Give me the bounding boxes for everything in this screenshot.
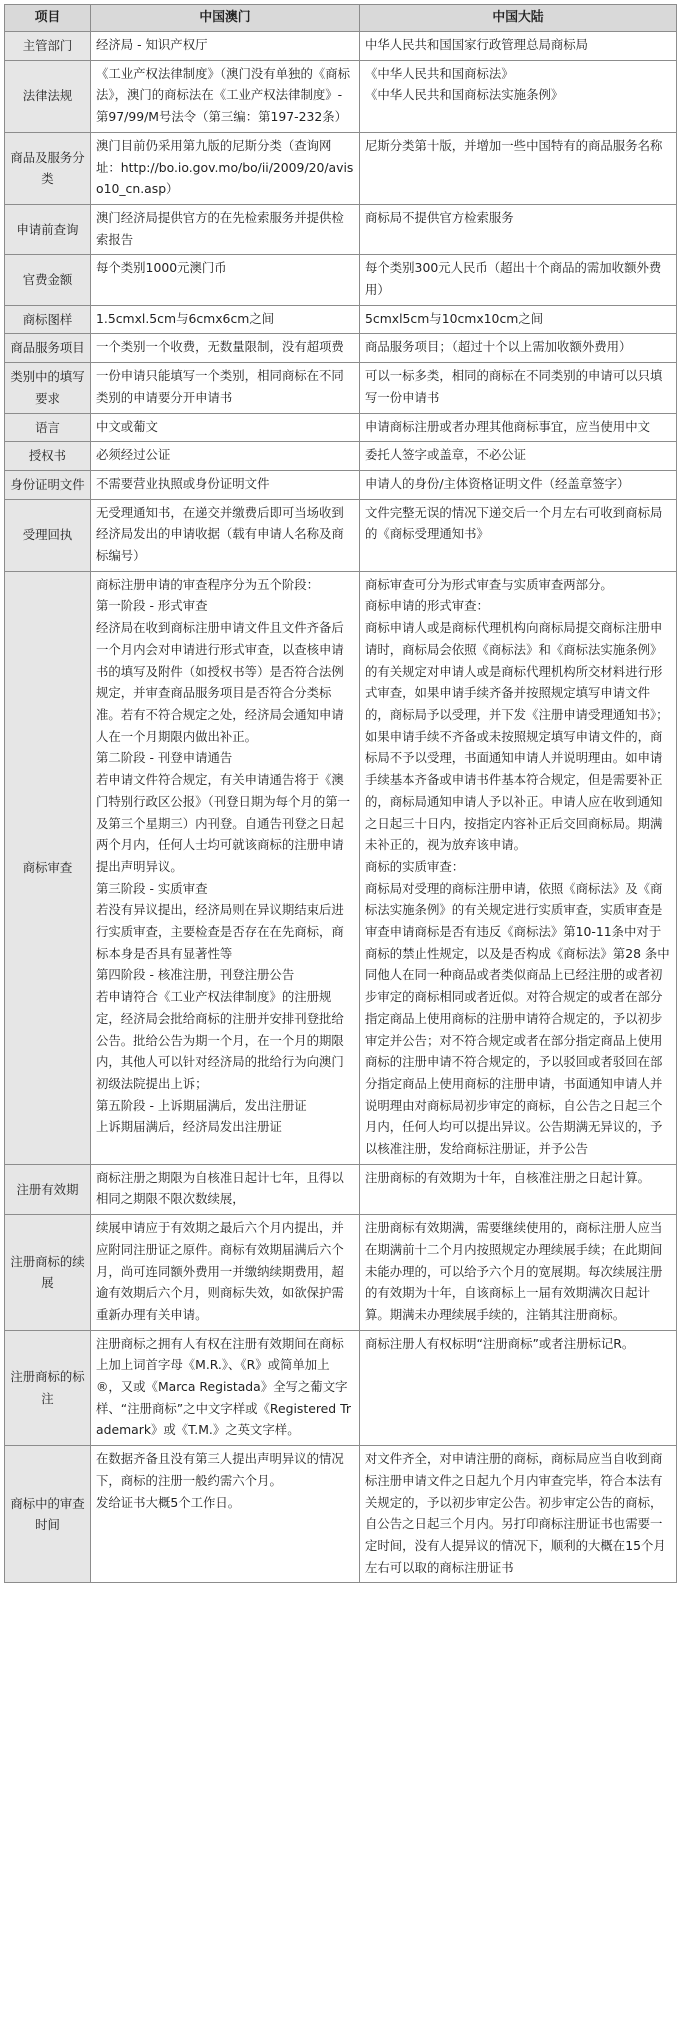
row-label: 法律法规 — [5, 60, 91, 132]
macau-text: 必须经过公证 — [96, 447, 171, 463]
row-label: 申请前查询 — [5, 204, 91, 254]
mainland-cell — [360, 571, 677, 1164]
table-row — [5, 1215, 677, 1331]
mainland-text: 对文件齐全，对申请注册的商标，商标局应当自收到商标注册申请文件之日起九个月内审查完毕，符合本法有关规定的，予以初步审定公告。初步审定公告的商标，自公告之日起三个月内。另打印商标注册证书也需要一定时间，没有人提异议的情况下，顺利的大概在15个月左右可以取的商标注册证书 — [365, 1451, 666, 1575]
mainland-text: 尼斯分类第十版，并增加一些中国特有的商品服务名称 — [365, 137, 663, 153]
macau-text: 一份申请只能填写一个类别，相同商标在不同类别的申请要分开申请书 — [96, 368, 344, 405]
mainland-text: 商标注册人有权标明“注册商标”或者注册标记R。 — [365, 1335, 635, 1351]
row-label: 注册有效期 — [5, 1164, 91, 1214]
macau-text: 一个类别一个收费，无数量限制，没有超项费 — [96, 339, 344, 355]
table-row — [5, 305, 677, 334]
macau-cell — [91, 571, 360, 1164]
row-label: 官费金额 — [5, 255, 91, 305]
row-label: 语言 — [5, 413, 91, 442]
mainland-cell — [360, 442, 677, 471]
row-label: 类别中的填写要求 — [5, 363, 91, 413]
comparison-table — [4, 4, 677, 1583]
macau-text: 发给证书大概5个工作日。 — [96, 1494, 241, 1510]
mainland-text: 商标局对受理的商标注册申请，依照《商标法》及《商标法实施条例》的有关规定进行实质审查，实质审查是审查申请商标是否有违反《商标法》第10-11条中对于商标的禁止性规定，以及是否构成《商标法》第28 条中同他人在同一种商品或者类似商品上已经注册的或者初步审定的商标相同或者近似。对符合规定的或者在部分指定商品上使用商标的注册申请符合规定的，予以初步审定并公告；对不符合规定或者在部分指定商品上使用商标的注册申请不符合规定的，予以驳回或者驳回在部分指定商品上使用商标的注册申请，书面通知申请人并说明理由对商标局初步审定的商标，自公告之日起三个月内，任何人均可以提出异议。公告期满无异议的，予以核准注册，发给商标注册证，并予公告 — [365, 880, 670, 1157]
mainland-text: 文件完整无误的情况下递交后一个月左右可收到商标局的《商标受理通知书》 — [365, 504, 663, 542]
table-row — [5, 1446, 677, 1583]
mainland-cell — [360, 1215, 677, 1331]
mainland-text: 申请商标注册或者办理其他商标事宜，应当使用中文 — [365, 418, 650, 434]
row-label: 身份证明文件 — [5, 470, 91, 499]
mainland-text: 商品服务项目；（超过十个以上需加收额外费用） — [365, 339, 632, 355]
macau-cell — [91, 305, 360, 334]
table-body — [5, 32, 677, 1583]
table-row — [5, 334, 677, 363]
mainland-text: 注册商标有效期满，需要继续使用的，商标注册人应当在期满前十二个月内按照规定办理续展手续；在此期间未能办理的，可以给予六个月的宽展期。每次续展注册的有效期为十年，自该商标上一届有效期满次日起计算。期满未办理续展手续的，注销其注册商标。 — [365, 1220, 663, 1322]
macau-cell — [91, 499, 360, 571]
macau-cell — [91, 413, 360, 442]
row-label: 主管部门 — [5, 32, 91, 61]
macau-cell — [91, 204, 360, 254]
mainland-text: 注册商标的有效期为十年，自核准注册之日起计算。 — [365, 1169, 650, 1185]
mainland-cell — [360, 32, 677, 61]
macau-cell — [91, 1330, 360, 1446]
mainland-cell — [360, 1446, 677, 1583]
macau-text: 第三阶段 - 实质审查 — [96, 880, 208, 896]
macau-cell — [91, 132, 360, 204]
table-row — [5, 60, 677, 132]
macau-cell — [91, 334, 360, 363]
macau-text: 第一阶段 - 形式审查 — [96, 598, 208, 614]
mainland-cell — [360, 305, 677, 334]
mainland-cell — [360, 255, 677, 305]
row-label: 注册商标的续展 — [5, 1215, 91, 1331]
macau-text: 第五阶段 - 上诉期届满后，发出注册证 — [96, 1097, 307, 1113]
macau-text: 第四阶段 - 核准注册，刊登注册公告 — [96, 967, 295, 983]
mainland-text: 中华人民共和国国家行政管理总局商标局 — [365, 37, 589, 52]
row-label: 受理回执 — [5, 499, 91, 571]
mainland-text: 5cmxl5cm与10cmx10cm之间 — [365, 310, 544, 326]
table-row — [5, 413, 677, 442]
macau-cell — [91, 1215, 360, 1331]
mainland-cell — [360, 363, 677, 413]
table-row — [5, 1330, 677, 1446]
macau-text: 第二阶段 - 刊登申请通告 — [96, 750, 233, 766]
macau-text: 若没有异议提出，经济局则在异议期结束后进行实质审查，主要检查是否存在在先商标，商标本身是否具有显著性等 — [96, 902, 344, 961]
mainland-cell — [360, 334, 677, 363]
macau-text: 经济局 - 知识产权厅 — [96, 37, 208, 52]
macau-cell — [91, 60, 360, 132]
row-label: 商品及服务分类 — [5, 132, 91, 204]
table-row — [5, 204, 677, 254]
macau-text: 无受理通知书，在递交并缴费后即可当场收到经济局发出的申请收据（载有申请人名称及商标编号） — [96, 504, 344, 564]
mainland-text: 商标的实质审查： — [365, 858, 465, 874]
macau-text: 商标注册之期限为自核准日起计七年，且得以相同之期限不限次数续展， — [96, 1169, 344, 1207]
mainland-text: 商标审查可分为形式审查与实质审查两部分。 — [365, 576, 613, 592]
macau-text: 《工业产权法律制度》（澳门没有单独的《商标法》，澳门的商标法在《工业产权法律制度》- 第97/99/M号法令（第三编：第197-232条） — [96, 65, 351, 125]
table-row — [5, 1164, 677, 1214]
macau-text: 若申请符合《工业产权法律制度》的注册规定，经济局会批给商标的注册并安排刊登批给公告。批给公告为期一个月，在一个月的期限内，其他人可以针对经济局的批给行为向澳门初级法院提出上诉； — [96, 989, 344, 1091]
header-mainland: 中国大陆 — [360, 5, 677, 32]
mainland-cell — [360, 60, 677, 132]
row-label: 商标图样 — [5, 305, 91, 334]
table-row — [5, 442, 677, 471]
macau-cell — [91, 32, 360, 61]
macau-text: 上诉期届满后，经济局发出注册证 — [96, 1119, 282, 1135]
header-macau: 中国澳门 — [91, 5, 360, 32]
header-row — [5, 5, 677, 32]
table-row — [5, 571, 677, 1164]
macau-text: 中文或葡文 — [96, 418, 158, 434]
mainland-cell — [360, 413, 677, 442]
table-row — [5, 32, 677, 61]
macau-cell — [91, 255, 360, 305]
macau-text: 在数据齐备且没有第三人提出声明异议的情况下，商标的注册一般约需六个月。 — [96, 1451, 344, 1488]
mainland-cell — [360, 204, 677, 254]
table-row — [5, 255, 677, 305]
row-label: 商品服务项目 — [5, 334, 91, 363]
mainland-text: 申请人的身份/主体资格证明文件（经盖章签字） — [365, 475, 630, 491]
mainland-cell — [360, 1164, 677, 1214]
mainland-text: 《中华人民共和国商标法实施条例》 — [365, 87, 564, 103]
macau-text: 注册商标之拥有人有权在注册有效期间在商标上加上词首字母《M.R.》、《R》或简单加上®，又或《Marca Registada》全写之葡文字样、“注册商标”之中文字样或《Registered Trademark》或《T.M.》之英文字样。 — [96, 1335, 351, 1438]
macau-text: 每个类别1000元澳门币 — [96, 260, 227, 276]
mainland-text: 商标申请的形式审查： — [365, 598, 489, 614]
mainland-cell — [360, 132, 677, 204]
macau-text: 若申请文件符合规定，有关申请通告将于《澳门特别行政区公报》（刊登日期为每个月的第一及第三个星期三）内刊登。自通告刊登之日起两个月内，任何人士均可就该商标的注册申请提出声明异议。 — [96, 772, 351, 874]
row-label: 授权书 — [5, 442, 91, 471]
mainland-text: 每个类别300元人民币（超出十个商品的需加收额外费用） — [365, 260, 662, 298]
row-label: 商标中的审查时间 — [5, 1446, 91, 1583]
mainland-cell — [360, 1330, 677, 1446]
mainland-text: 商标局不提供官方检索服务 — [365, 209, 514, 225]
macau-cell — [91, 363, 360, 413]
mainland-text: 商标申请人或是商标代理机构向商标局提交商标注册申请时，商标局会依照《商标法》和《商标法实施条例》的有关规定对申请人或是商标代理机构所交材料进行形式审查，如果申请手续齐备并按照规定填写申请文件的，商标局予以受理，并下发《注册申请受理通知书》；如果申请手续不齐备或未按照规定填写申请文件的，商标局不予以受理，书面通知申请人并说明理由。如申请手续基本齐备或申请书件基本符合规定，但是需要补正的，商标局通知申请人予以补正。申请人应在收到通知之日起三十日内，按指定内容补正后交回商标局。期满未补正的，视为放弃该申请。 — [365, 620, 669, 853]
macau-text: 澳门经济局提供官方的在先检索服务并提供检索报告 — [96, 209, 344, 247]
table-row — [5, 470, 677, 499]
mainland-text: 可以一标多类，相同的商标在不同类别的申请可以只填写一份申请书 — [365, 368, 663, 405]
macau-text: 经济局在收到商标注册申请文件且文件齐备后一个月内会对申请进行形式审查，以查核申请书的填写及附件（如授权书等）是否符合法例规定，并审查商品服务项目是否符合分类标准。若有不符合规定之处，经济局会通知申请人在一个月期限内做出补正。 — [96, 620, 344, 744]
macau-cell — [91, 1164, 360, 1214]
macau-text: 澳门目前仍采用第九版的尼斯分类（查询网址：http://bo.io.gov.mo/bo/ii/2009/20/aviso10_cn.asp） — [96, 137, 354, 197]
table-row — [5, 363, 677, 413]
mainland-cell — [360, 499, 677, 571]
mainland-text: 《中华人民共和国商标法》 — [365, 65, 514, 81]
header-item: 项目 — [5, 5, 91, 32]
macau-cell — [91, 442, 360, 471]
mainland-cell — [360, 470, 677, 499]
mainland-text: 委托人签字或盖章，不必公证 — [365, 447, 527, 463]
macau-cell — [91, 1446, 360, 1583]
row-label: 注册商标的标注 — [5, 1330, 91, 1446]
macau-text: 不需要营业执照或身份证明文件 — [96, 475, 270, 491]
macau-text: 续展申请应于有效期之最后六个月内提出，并应附同注册证之原件。商标有效期届满后六个月，尚可连同额外费用一并缴纳续期费用，超逾有效期后六个月，则商标失效，如欲保护需重新办理有关申请。 — [96, 1220, 344, 1322]
table-row — [5, 499, 677, 571]
macau-text: 商标注册申请的审查程序分为五个阶段： — [96, 576, 320, 592]
row-label: 商标审查 — [5, 571, 91, 1164]
macau-cell — [91, 470, 360, 499]
table-row — [5, 132, 677, 204]
macau-text: 1.5cmxl.5cm与6cmx6cm之间 — [96, 310, 275, 326]
